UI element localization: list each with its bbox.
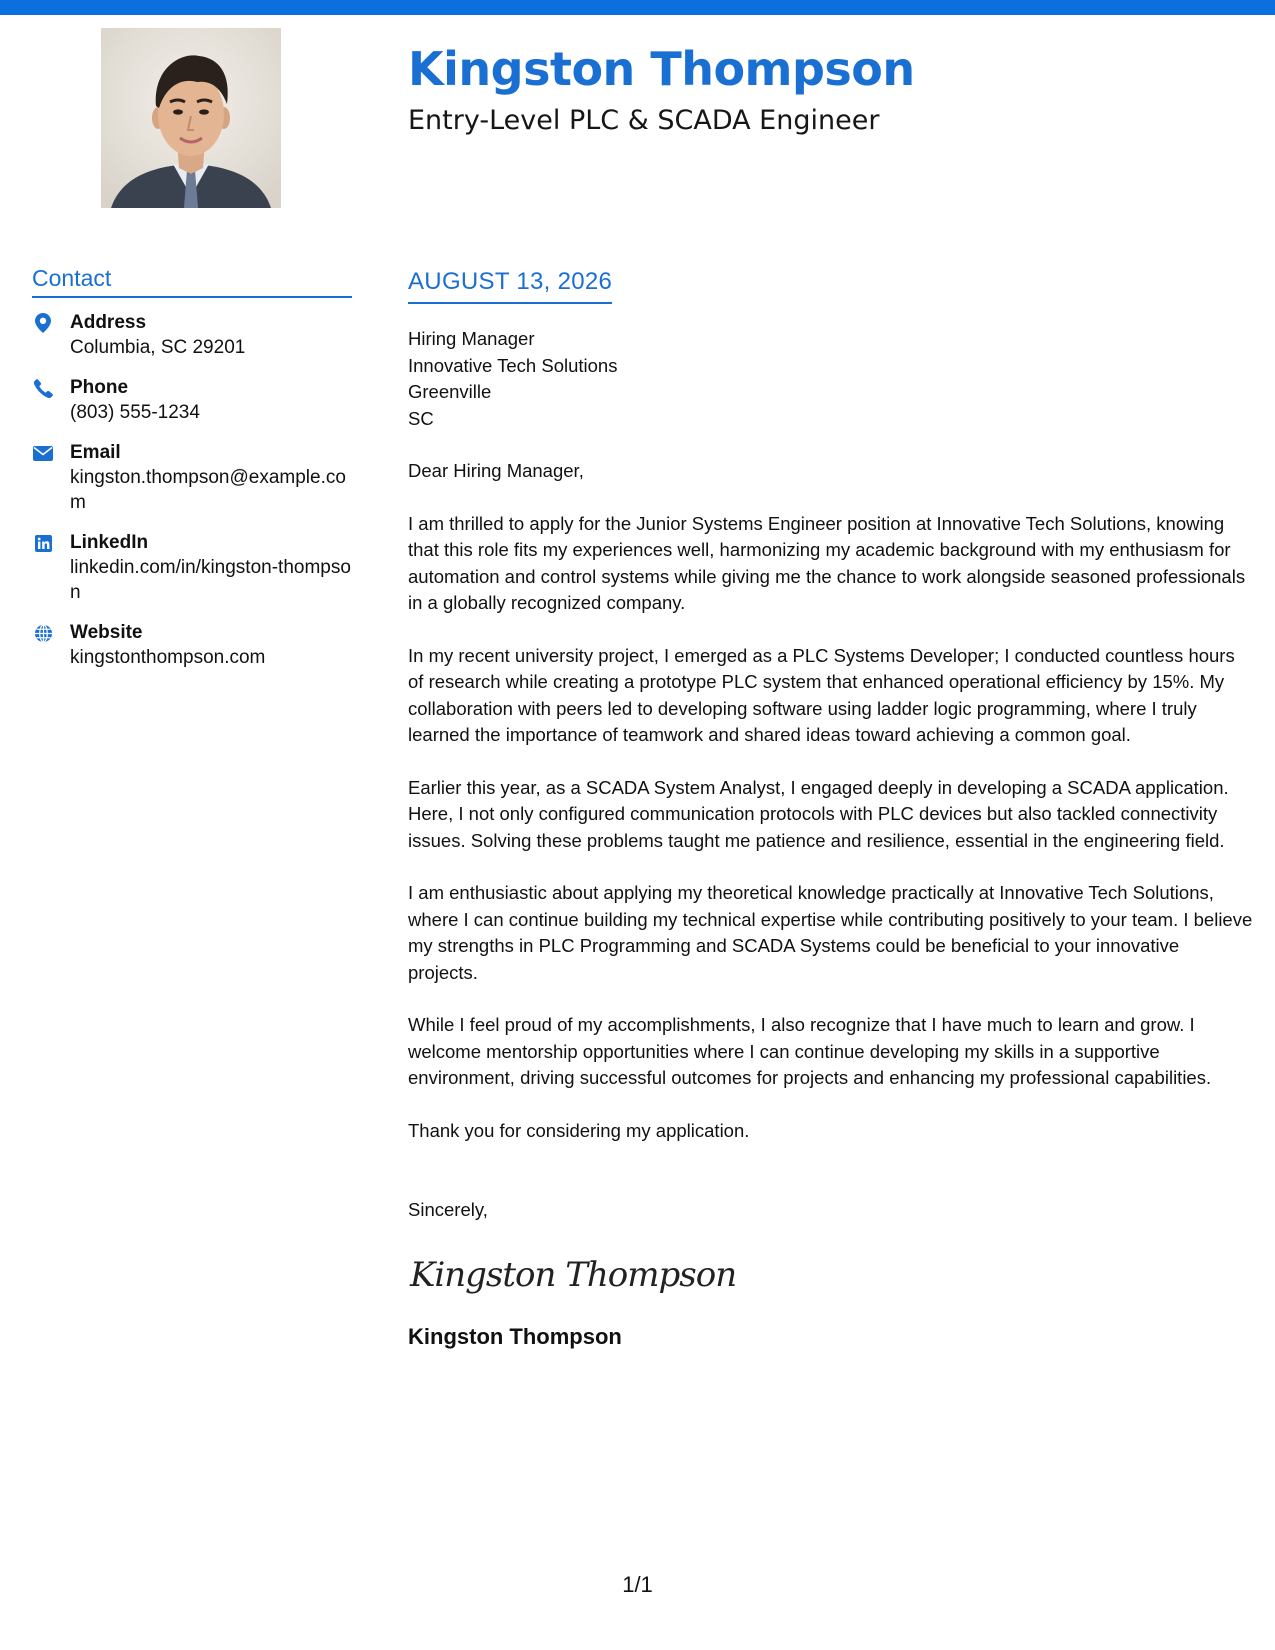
body-paragraph: Earlier this year, as a SCADA System Analyst, I engaged deeply in developing a SCADA application. Here, I not only configured communication protocols with PLC devices but also tackled connectivity issues. Solving these problems taught me patience and resilience, essential in the engineering field.: [408, 776, 1229, 851]
contact-label: Phone: [70, 377, 129, 398]
candidate-title: Entry-Level PLC & SCADA Engineer: [408, 105, 880, 136]
address-value: Columbia, SC 29201: [70, 337, 246, 358]
contact-item-address: [32, 310, 352, 360]
recipient-line: Greenville: [408, 381, 492, 402]
phone-icon: [32, 377, 54, 399]
contact-heading: Contact: [32, 262, 352, 298]
linkedin-icon: [32, 532, 54, 554]
body-paragraph: I am thrilled to apply for the Junior Systems Engineer position at Innovative Tech Solutions, knowing that this role fits my experiences well, harmonizing my academic background with my enthusiasm for automation and control systems while giving me the chance to work alongside seasoned professionals in a globally recognized company.: [408, 512, 1246, 613]
page-number: 1/1: [622, 1572, 653, 1597]
contact-label: Website: [70, 622, 143, 643]
sidebar: [32, 262, 352, 685]
website-value[interactable]: kingstonthompson.com: [70, 647, 266, 668]
body-paragraph: While I feel proud of my accomplishments, I also recognize that I have much to learn and grow. I welcome mentorship opportunities where I can continue developing my skills in a supportive environment, driving successful outcomes for projects and enhancing my professional capabilities.: [408, 1014, 1212, 1088]
map-pin-icon: [32, 312, 54, 334]
body-paragraph: I am enthusiastic about applying my theoretical knowledge practically at Innovative Tech Solutions, where I can continue building my technical expertise while contributing positively to your team. I believe my strengths in PLC Programming and SCADA Systems could be beneficial to your innovative projects.: [408, 882, 1253, 983]
body-paragraph: In my recent university project, I emerged as a PLC Systems Developer; I conducted countless hours of research while creating a prototype PLC system that enhanced operational efficiency by 15%. My collaboration with peers led to developing software using ladder logic programming, where I truly learned the importance of teamwork and shared ideas toward achieving a common goal.: [408, 644, 1235, 745]
body-paragraph: Thank you for considering my application.: [408, 1119, 750, 1141]
email-icon: [32, 442, 54, 464]
globe-icon: [32, 622, 54, 644]
recipient-line: Hiring Manager: [408, 328, 535, 349]
letter-date: AUGUST 13, 2026: [408, 266, 612, 304]
contact-label: Email: [70, 442, 121, 463]
contact-item-phone: [32, 375, 352, 425]
profile-photo: [101, 28, 281, 208]
linkedin-value[interactable]: linkedin.com/in/kingston-thompson: [70, 557, 351, 603]
phone-value: (803) 555-1234: [70, 402, 200, 423]
contact-item-email: [32, 440, 352, 515]
email-value[interactable]: kingston.thompson@example.com: [70, 467, 346, 513]
recipient-line: Innovative Tech Solutions: [408, 354, 618, 376]
contact-list: [32, 310, 352, 670]
recipient-block: [408, 326, 1253, 432]
letter-body: [408, 266, 1253, 1352]
contact-label: LinkedIn: [70, 532, 149, 553]
salutation: Dear Hiring Manager,: [408, 460, 584, 481]
contact-item-website: [32, 620, 352, 670]
signer-name: Kingston Thompson: [408, 1323, 622, 1349]
svg-text:Kingston Thompson: Kingston Thompson: [410, 1254, 737, 1295]
handwritten-signature: [408, 1244, 737, 1304]
top-accent-bar: [0, 0, 1275, 15]
recipient-line: SC: [408, 407, 434, 429]
contact-item-linkedin: [32, 530, 352, 605]
closing: Sincerely,: [408, 1199, 488, 1220]
candidate-name: Kingston Thompson: [408, 42, 915, 96]
contact-label: Address: [70, 312, 147, 333]
